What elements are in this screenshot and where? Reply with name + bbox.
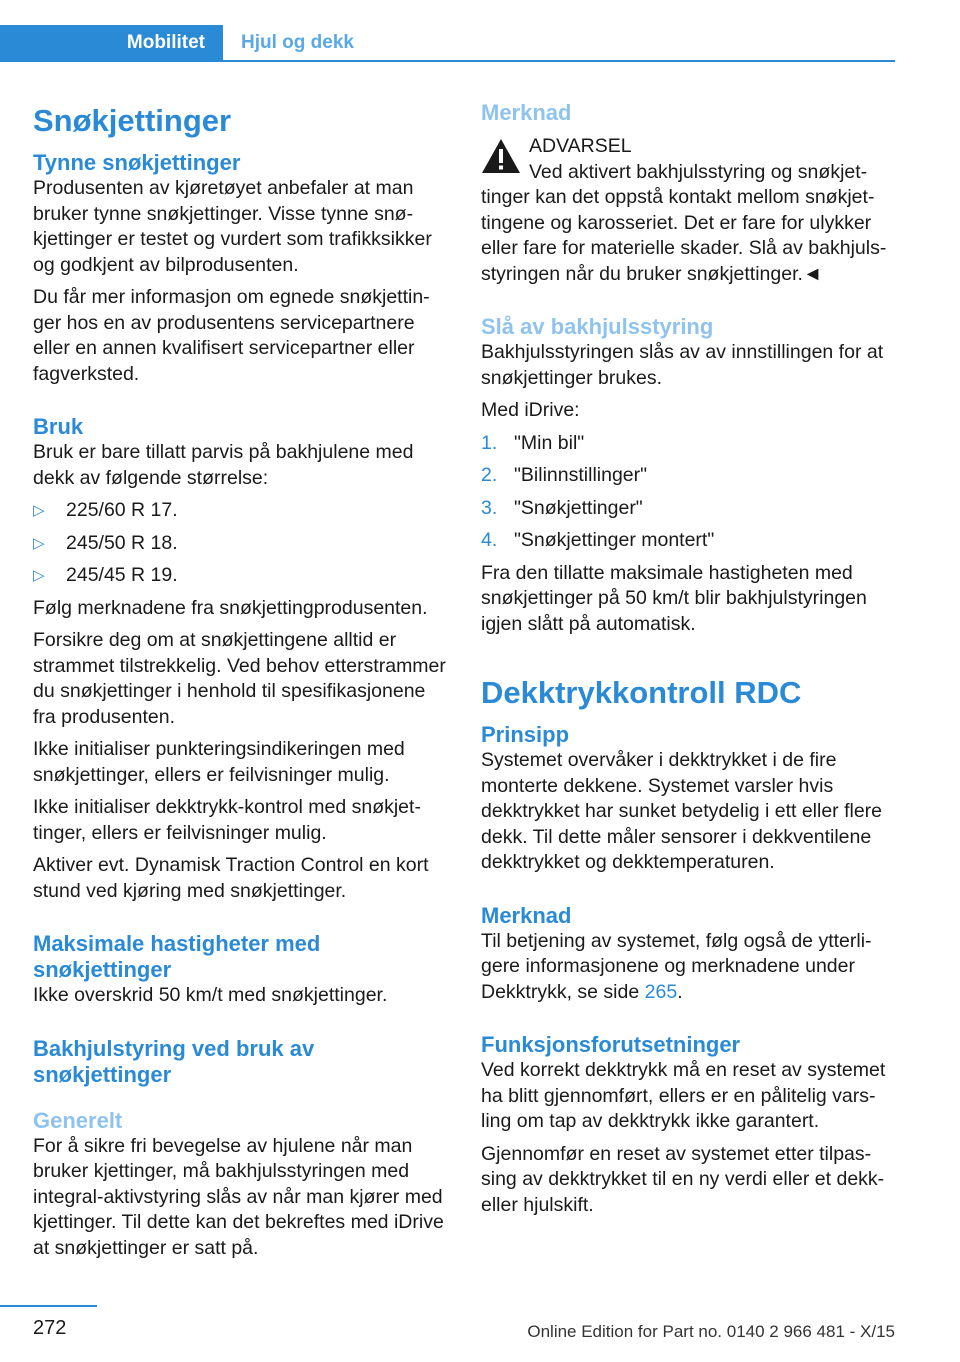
- heading-disable-rear-steering: Slå av bakhjulsstyring: [481, 314, 714, 339]
- page-number: 272: [33, 1317, 67, 1339]
- paragraph: Gjennomfør en reset av systemet etter tilpassing av dekktrykket til en ny verdi eller et dekk- eller hjulskift.: [481, 1142, 885, 1216]
- paragraph: Forsikre deg om at snøkjettingene alltid er strammet tilstrekkelig. Ved behov etterstrammer du snøkjettinger i henhold til spesifikasjonene fra produsenten.: [33, 629, 446, 728]
- heading-thin-chains: Tynne snøkjettinger: [33, 150, 241, 175]
- heading-general: Generelt: [33, 1107, 123, 1133]
- page-reference-link[interactable]: 265: [644, 980, 678, 1003]
- section-tab-hjul-og-dekk[interactable]: Hjul og dekk: [241, 31, 354, 53]
- triangle-bullet-icon: ▷: [33, 567, 45, 584]
- paragraph: Produsenten av kjøretøyet anbefaler at man bruker tynne snøkjettinger. Visse tynne snøkjettinger er testet og vurdert som trafikksikker og godkjent av bilprodusenten.: [33, 177, 432, 276]
- tire-size-list: [33, 498, 451, 589]
- header-divider: [0, 60, 895, 62]
- list-item: ▷ 225/60 R 17.: [33, 498, 451, 524]
- warning-label: ADVARSEL: [529, 135, 632, 157]
- paragraph: Ikke initialiser dekktrykk-kontrol med snøkjettinger, ellers er feilvisninger mulig.: [33, 796, 421, 844]
- list-item: 2. "Bilinnstillinger": [481, 464, 648, 486]
- list-item: 3. "Snøkjettinger": [481, 496, 643, 519]
- list-item: ▷ 245/50 R 18.: [33, 531, 451, 557]
- paragraph: Aktiver evt. Dynamisk Traction Control en kort stund ved kjøring med snøkjettinger.: [33, 854, 429, 902]
- paragraph: Ved korrekt dekktrykk må en reset av systemet ha blitt gjennomført, ellers er en pålitelig varsling om tap av dekktrykk ikke garantert.: [481, 1059, 886, 1132]
- idrive-steps-list: [481, 431, 899, 554]
- heading-max-speed: Maksimale hastigheter med snøkjettinger: [33, 931, 321, 982]
- heading-principle: Prinsipp: [481, 722, 570, 747]
- heading-note-2: Merknad: [481, 902, 572, 928]
- section-title-rdc: Dekktrykkontroll RDC: [481, 675, 802, 710]
- paragraph: Fra den tillatte maksimale hastigheten med snøkjettinger på 50 km/t blir bakhjulstyringen igjen slått på automatisk.: [481, 561, 867, 635]
- list-item: 4. "Snøkjettinger montert": [481, 529, 715, 551]
- triangle-bullet-icon: ▷: [33, 534, 45, 552]
- paragraph: Følg merknadene fra snøkjettingprodusenten.: [33, 596, 428, 619]
- right-column: [481, 100, 899, 1225]
- edition-text: Online Edition for Part no. 0140 2 966 481 - X/15: [527, 1322, 895, 1341]
- warning-text: Ved aktivert bakhjulsstyring og snøkjettinger kan det oppstå kontakt mellom snøkjettingene og karosseriet. Det er fare for ulykker eller fare for materielle skader. Slå av bakhjulsstyringen når du bruker snøkjettinger.◄: [481, 160, 887, 285]
- paragraph: Du får mer informasjon om egnede snøkjettinger hos en av produsentens servicepartnere eller en annen kvalifisert servicepartner eller fagverksted.: [33, 286, 430, 385]
- footer-divider: [0, 1305, 97, 1307]
- paragraph: Med iDrive:: [481, 399, 580, 421]
- heading-note: Merknad: [481, 100, 572, 125]
- paragraph: Ikke initialiser punkteringsindikeringen med snøkjettinger, ellers er feilvisninger mulig.: [33, 738, 405, 786]
- paragraph: For å sikre fri bevegelse av hjulene når man bruker kjettinger, må bakhjulsstyringen med integral-aktivstyring slås av når man kjører med kjettinger. Til dette kan det bekreftes med iDrive at snøkjettinger er satt på.: [33, 1134, 444, 1259]
- paragraph: Ikke overskrid 50 km/t med snøkjettinger.: [33, 984, 388, 1006]
- triangle-bullet-icon: ▷: [33, 502, 45, 519]
- warning-box: [481, 134, 899, 287]
- heading-functional-requirements: Funksjonsforutsetninger: [481, 1032, 741, 1057]
- warning-triangle-icon: [481, 138, 521, 174]
- page-header: [0, 25, 895, 62]
- paragraph: Systemet overvåker i dekktrykket i de fire monterte dekkene. Systemet varsler hvis dekktrykket har sunket betydelig i ett eller flere dekk. Til dette måler sensorer i dekkventilene dekktrykket og dekktemperaturen.: [481, 749, 883, 873]
- left-column: [33, 100, 451, 1268]
- paragraph: Bruk er bare tillatt parvis på bakhjulene med dekk av følgende størrelse:: [33, 441, 414, 489]
- list-item: ▷ 245/45 R 19.: [33, 563, 451, 589]
- page-title: Snøkjettinger: [33, 103, 232, 138]
- paragraph: Til betjening av systemet, følg også de ytterligere informasjonene og merknadene under Dekktrykk, se side 265.: [481, 929, 872, 1003]
- list-item: 1. "Min bil": [481, 431, 585, 454]
- paragraph: Bakhjulsstyringen slås av av innstillingen for at snøkjettinger brukes.: [481, 341, 884, 389]
- heading-use: Bruk: [33, 414, 84, 439]
- section-tab-mobilitet[interactable]: Mobilitet: [0, 25, 223, 60]
- heading-rear-steering: Bakhjulstyring ved bruk av snøkjettinger: [33, 1035, 315, 1087]
